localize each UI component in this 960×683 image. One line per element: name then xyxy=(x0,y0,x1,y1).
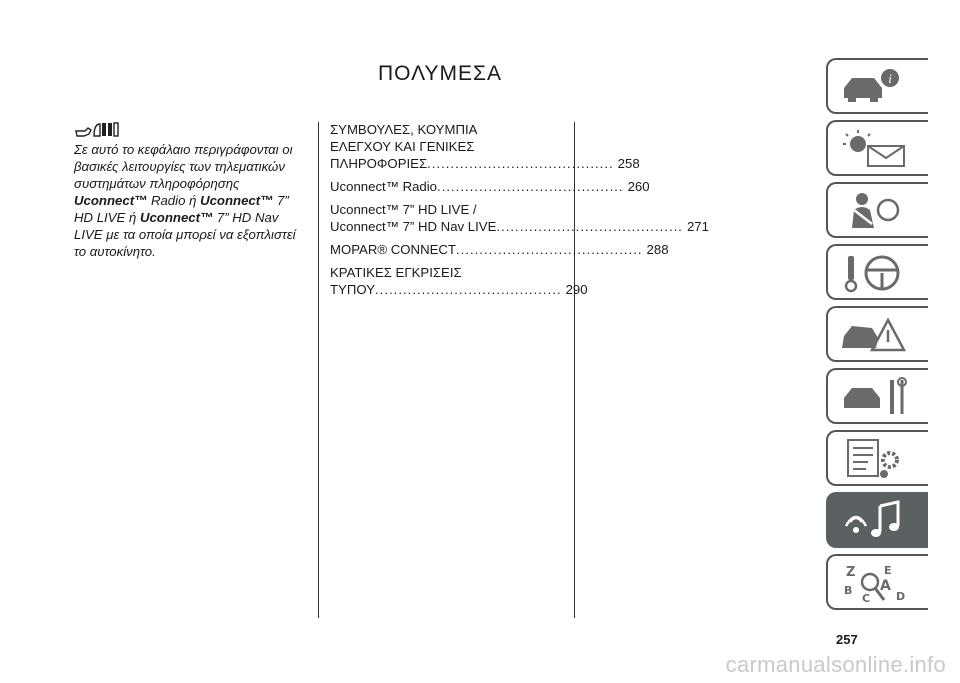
tab-index[interactable] xyxy=(826,554,928,610)
tab-car-info[interactable] xyxy=(826,58,928,114)
tab-technical-specs[interactable] xyxy=(826,430,928,486)
tab-maintenance[interactable] xyxy=(826,368,928,424)
svg-text:B: B xyxy=(844,584,853,597)
svg-text:C: C xyxy=(862,592,871,605)
toc-page-number: 290 xyxy=(565,282,588,297)
seatbelt-airbag-icon xyxy=(840,190,910,232)
toc-page-number: 260 xyxy=(627,179,650,194)
toc-page-number: 258 xyxy=(617,156,640,171)
tab-emergency[interactable] xyxy=(826,306,928,362)
car-info-icon xyxy=(840,66,910,108)
multimedia-music-icon xyxy=(840,500,910,542)
tab-safety[interactable] xyxy=(826,182,928,238)
toc-entry[interactable]: ΚΡΑΤΙΚΕΣ ΕΓΚΡΙΣΕΙΣ ΤΥΠΟΥ ........................................ 290 xyxy=(330,265,588,297)
page-title: ΠΟΛΥΜΕΣΑ xyxy=(377,62,503,85)
svg-text:E: E xyxy=(884,564,892,577)
page-number: 257 xyxy=(836,632,858,647)
svg-text:A: A xyxy=(880,578,891,594)
chapter-intro: Σε αυτό το κεφάλαιο περιγράφονται οι βασικές λειτουργίες των τηλεματικών συστημάτων πληροφόρησης Uconnect™ Radio ή Uconnect™ 7” HD LIVE ή Uconnect™ 7” HD Nav LIVE με τα οποία μπορεί να εξοπλιστεί το αυτοκίνητο. xyxy=(74,142,296,259)
svg-text:Z: Z xyxy=(846,565,856,580)
tab-multimedia[interactable] xyxy=(826,492,928,548)
column-divider xyxy=(318,122,319,618)
watermark: carmanualsonline.info xyxy=(725,652,946,677)
specifications-gear-icon xyxy=(840,438,910,480)
warning-light-envelope-icon xyxy=(840,128,910,170)
toc-entry[interactable]: MOPAR® CONNECT ........................................ 288 xyxy=(330,242,669,257)
column-divider xyxy=(574,122,575,618)
toc-entry[interactable]: Uconnect™ 7” HD LIVE / Uconnect™ 7” HD Nav LIVE ........................................ 271 xyxy=(330,202,709,234)
svg-text:D: D xyxy=(896,590,906,603)
car-maintenance-tools-icon xyxy=(840,376,910,418)
key-steering-wheel-icon xyxy=(840,252,910,294)
toc-page-number: 288 xyxy=(646,242,669,257)
tab-warning-lights[interactable] xyxy=(826,120,928,176)
table-of-contents xyxy=(330,121,709,304)
car-breakdown-warning-icon xyxy=(840,314,910,356)
tab-starting-driving[interactable] xyxy=(826,244,928,300)
alphabetical-index-icon xyxy=(840,562,910,604)
toc-entry[interactable]: ΣΥΜΒΟΥΛΕΣ, ΚΟΥΜΠΙΑ ΕΛΕΓΧΟΥ ΚΑΙ ΓΕΝΙΚΕΣ ΠΛΗΡΟΦΟΡΙΕΣ ........................................ 258 xyxy=(330,122,640,171)
toc-entry[interactable]: Uconnect™ Radio ........................................ 260 xyxy=(330,179,650,194)
toc-page-number: 271 xyxy=(686,219,709,234)
svg-text:i: i xyxy=(888,71,892,86)
hand-pointer-book-icon xyxy=(74,121,120,139)
